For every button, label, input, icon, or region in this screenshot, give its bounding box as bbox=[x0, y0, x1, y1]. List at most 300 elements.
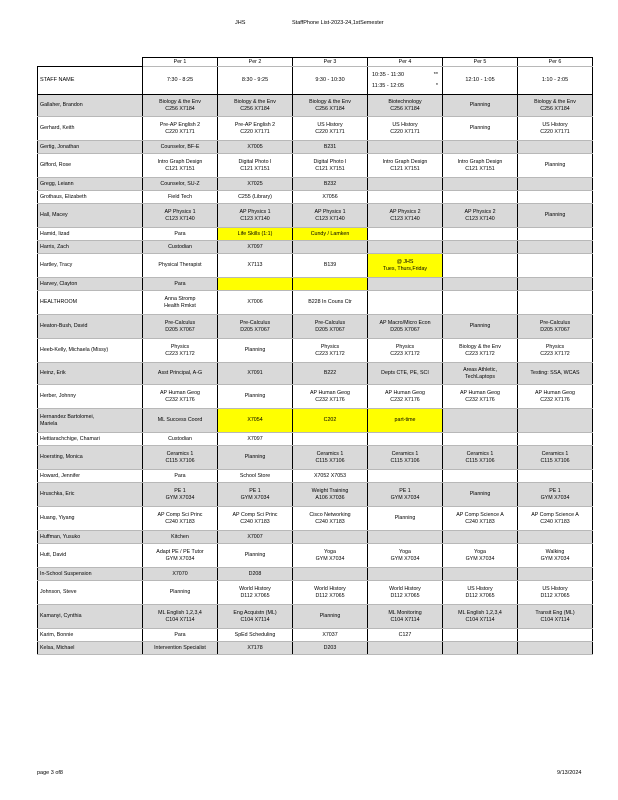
room-extension: C123 X7140 bbox=[390, 215, 420, 222]
schedule-cell bbox=[443, 433, 518, 446]
class-name: X7025 bbox=[247, 180, 263, 187]
class-name: ML Monitoring bbox=[388, 610, 422, 617]
schedule-cell bbox=[443, 385, 518, 409]
class-name: Physics bbox=[320, 344, 340, 351]
schedule-cell bbox=[218, 191, 293, 204]
class-name: World History bbox=[314, 586, 346, 593]
room-extension: GYM X7034 bbox=[390, 494, 420, 501]
class-name: X7113 bbox=[247, 262, 263, 269]
class-name: Biology & the Env bbox=[159, 99, 201, 106]
staff-name-text-line2: Mariela bbox=[40, 420, 58, 427]
staff-row bbox=[38, 141, 593, 154]
class-name: Counselor, BF-E bbox=[160, 143, 200, 150]
room-extension: C240 X7183 bbox=[240, 518, 270, 525]
schedule-cell bbox=[368, 154, 443, 178]
schedule-cell bbox=[518, 204, 593, 228]
schedule-cell bbox=[518, 483, 593, 507]
class-name: AP Human Geog bbox=[460, 390, 500, 397]
schedule-cell bbox=[368, 363, 443, 385]
class-name: Intro Graph Design bbox=[157, 159, 203, 166]
class-name: Yoga bbox=[474, 549, 486, 556]
schedule-cell bbox=[143, 544, 218, 568]
class-name: AP Physics 1 bbox=[164, 209, 196, 216]
class-name: Intro Graph Design bbox=[457, 159, 503, 166]
class-name: Ceramics 1 bbox=[541, 451, 569, 458]
staff-row bbox=[38, 204, 593, 228]
schedule-cell bbox=[518, 605, 593, 629]
class-name: AP Physics 2 bbox=[389, 209, 421, 216]
class-name: World History bbox=[239, 586, 271, 593]
room-extension: C232 X7176 bbox=[390, 396, 420, 403]
room-extension: GYM X7034 bbox=[465, 555, 495, 562]
schedule-cell bbox=[368, 204, 443, 228]
schedule-cell bbox=[443, 154, 518, 178]
schedule-cell bbox=[443, 629, 518, 642]
document-title: StaffPhone List-2023-24,1stSemester bbox=[292, 20, 384, 26]
schedule-cell bbox=[218, 446, 293, 470]
room-extension: C256 X7184 bbox=[315, 105, 345, 112]
schedule-cell bbox=[443, 363, 518, 385]
class-name: Intervention Specialist bbox=[154, 644, 206, 651]
class-name: US History bbox=[467, 586, 493, 593]
class-name: part-time bbox=[394, 417, 416, 424]
schedule-cell bbox=[143, 339, 218, 363]
schedule-cell bbox=[293, 178, 368, 191]
schedule-cell bbox=[293, 470, 368, 483]
schedule-cell bbox=[143, 605, 218, 629]
class-name: Planning bbox=[394, 515, 416, 522]
staff-name bbox=[38, 433, 143, 446]
class-name: Planning bbox=[244, 552, 266, 559]
class-name: X7091 bbox=[247, 370, 263, 377]
room-extension: D112 X7065 bbox=[240, 592, 270, 599]
schedule-cell bbox=[143, 446, 218, 470]
room-extension: C232 X7176 bbox=[165, 396, 195, 403]
class-name: Para bbox=[174, 631, 186, 638]
class-name: AP Human Geog bbox=[310, 390, 350, 397]
schedule-cell bbox=[293, 642, 368, 655]
staff-row bbox=[38, 433, 593, 446]
schedule-cell bbox=[518, 385, 593, 409]
schedule-cell bbox=[368, 315, 443, 339]
class-name: Pre-Calculus bbox=[239, 320, 271, 327]
class-name: AP Human Geog bbox=[535, 390, 575, 397]
staff-name-text: Gerhard, Keith bbox=[40, 125, 75, 132]
schedule-cell bbox=[143, 433, 218, 446]
class-name: Kitchen bbox=[171, 533, 189, 540]
schedule-cell bbox=[143, 363, 218, 385]
schedule-cell bbox=[218, 507, 293, 531]
room-extension: C115 X7106 bbox=[465, 457, 495, 464]
staff-name bbox=[38, 642, 143, 655]
period-label: Per 2 bbox=[218, 58, 293, 67]
schedule-cell bbox=[368, 228, 443, 241]
schedule-cell bbox=[293, 95, 368, 117]
staff-name bbox=[38, 278, 143, 291]
schedule-cell bbox=[518, 568, 593, 581]
schedule-cell bbox=[293, 385, 368, 409]
staff-name-header: STAFF NAME bbox=[38, 67, 143, 95]
schedule-cell bbox=[518, 433, 593, 446]
schedule-cell bbox=[443, 483, 518, 507]
class-name: SpEd Scheduling bbox=[234, 631, 276, 638]
period-time: 9:30 - 10:30 bbox=[293, 67, 368, 95]
schedule-cell bbox=[518, 241, 593, 254]
schedule-cell bbox=[143, 642, 218, 655]
staff-name bbox=[38, 178, 143, 191]
schedule-cell bbox=[293, 629, 368, 642]
room-extension: GYM X7034 bbox=[315, 555, 345, 562]
class-name: Pre-AP English 2 bbox=[234, 122, 276, 129]
room-extension: D112 X7065 bbox=[315, 592, 345, 599]
room-extension: C115 X7106 bbox=[540, 457, 570, 464]
class-name: Para bbox=[174, 230, 186, 237]
schedule-cell bbox=[518, 544, 593, 568]
staff-name bbox=[38, 544, 143, 568]
staff-name bbox=[38, 446, 143, 470]
schedule-cell bbox=[518, 470, 593, 483]
class-name: Ceramics 1 bbox=[466, 451, 494, 458]
class-name: PE 1 bbox=[174, 488, 186, 495]
room-extension: C104 X7114 bbox=[240, 616, 270, 623]
staff-name bbox=[38, 204, 143, 228]
staff-name-text: Hernandez Bartolomei, bbox=[40, 414, 95, 421]
staff-name-text: Hoersting, Monica bbox=[40, 454, 83, 461]
staff-row bbox=[38, 409, 593, 433]
staff-name bbox=[38, 629, 143, 642]
period-4-time-b: 11:35 - 12:05 bbox=[372, 82, 405, 89]
class-name: B231 bbox=[323, 143, 337, 150]
class-name: PE 1 bbox=[249, 488, 261, 495]
staff-row bbox=[38, 642, 593, 655]
room-extension: C256 X7184 bbox=[165, 105, 195, 112]
schedule-cell bbox=[293, 117, 368, 141]
staff-row bbox=[38, 544, 593, 568]
staff-name-text: Gregg, Leiann bbox=[40, 180, 74, 187]
room-extension: C220 X7171 bbox=[540, 128, 570, 135]
room-extension: C240 X7183 bbox=[540, 518, 570, 525]
class-name: Custodian bbox=[168, 435, 192, 442]
class-name: AP Physics 1 bbox=[314, 209, 346, 216]
class-name: Planning bbox=[544, 162, 566, 169]
class-name: Transit Eng (ML) bbox=[535, 610, 575, 617]
class-name: Biology & the Env bbox=[459, 344, 501, 351]
schedule-cell bbox=[443, 117, 518, 141]
class-name: Planning bbox=[469, 125, 491, 132]
staff-name-text: Heeb-Kelly, Michaela (Missy) bbox=[40, 347, 109, 354]
staff-row bbox=[38, 278, 593, 291]
class-name: US History bbox=[542, 122, 568, 129]
class-name: US History bbox=[542, 586, 568, 593]
schedule-cell bbox=[518, 642, 593, 655]
schedule-cell bbox=[443, 409, 518, 433]
class-name: Digital Photo I bbox=[313, 159, 347, 166]
staff-name bbox=[38, 568, 143, 581]
class-name: PE 1 bbox=[549, 488, 561, 495]
schedule-cell bbox=[368, 178, 443, 191]
staff-row bbox=[38, 191, 593, 204]
schedule-cell bbox=[368, 385, 443, 409]
schedule-cell bbox=[518, 531, 593, 544]
staff-name-text: Hartley, Tracy bbox=[40, 262, 73, 269]
schedule-cell bbox=[368, 433, 443, 446]
staff-row bbox=[38, 363, 593, 385]
schedule-cell bbox=[218, 385, 293, 409]
schedule-cell bbox=[218, 228, 293, 241]
class-name: AP Human Geog bbox=[385, 390, 425, 397]
class-name: ML Success Coord bbox=[157, 417, 203, 424]
schedule-cell bbox=[293, 568, 368, 581]
class-name: Field Tech bbox=[167, 193, 193, 200]
class-name: Custodian bbox=[168, 243, 192, 250]
class-name: Digital Photo I bbox=[238, 159, 272, 166]
schedule-cell bbox=[368, 95, 443, 117]
room-extension: C223 X7172 bbox=[315, 350, 345, 357]
staff-name bbox=[38, 363, 143, 385]
time-header-row bbox=[38, 67, 593, 95]
staff-row bbox=[38, 291, 593, 315]
class-name: Biotechnology bbox=[388, 99, 422, 106]
staff-name-text: Heinz, Erik bbox=[40, 370, 66, 377]
staff-name-text: HEALTHROOM bbox=[40, 299, 77, 306]
class-name: Adapt PE / PE Tutor bbox=[156, 549, 204, 556]
class-name: X7007 bbox=[247, 533, 263, 540]
schedule-cell bbox=[443, 568, 518, 581]
schedule-cell bbox=[293, 605, 368, 629]
schedule-cell bbox=[218, 315, 293, 339]
staff-row bbox=[38, 483, 593, 507]
class-name: C202 bbox=[323, 417, 337, 424]
staff-name bbox=[38, 95, 143, 117]
room-extension: C232 X7176 bbox=[465, 396, 495, 403]
staff-name-text: In-School Suspension bbox=[40, 570, 92, 577]
schedule-cell bbox=[293, 483, 368, 507]
class-name: X7005 bbox=[247, 143, 263, 150]
class-name: Physics bbox=[170, 344, 190, 351]
staff-row bbox=[38, 605, 593, 629]
class-name: Planning bbox=[469, 102, 491, 109]
schedule-cell bbox=[293, 507, 368, 531]
room-extension: D205 X7067 bbox=[540, 326, 570, 333]
class-name: AP Comp Science A bbox=[531, 512, 579, 519]
room-extension: D205 X7067 bbox=[240, 326, 270, 333]
period-time: 7:30 - 8:25 bbox=[143, 67, 218, 95]
staff-name bbox=[38, 154, 143, 178]
staff-row bbox=[38, 339, 593, 363]
class-name: Ceramics 1 bbox=[166, 451, 194, 458]
room-extension: C115 X7106 bbox=[315, 457, 345, 464]
schedule-cell bbox=[368, 117, 443, 141]
schedule-cell bbox=[518, 446, 593, 470]
period-label: Per 6 bbox=[518, 58, 593, 67]
staff-row bbox=[38, 241, 593, 254]
class-name: AP Physics 2 bbox=[464, 209, 496, 216]
staff-name-text: Hamid, Iizad bbox=[40, 230, 70, 237]
schedule-cell bbox=[518, 191, 593, 204]
schedule-cell bbox=[293, 409, 368, 433]
room-extension: C220 X7171 bbox=[240, 128, 270, 135]
class-name: AP Human Geog bbox=[160, 390, 200, 397]
room-extension: C240 X7183 bbox=[315, 518, 345, 525]
class-name: X7054 bbox=[247, 417, 263, 424]
staff-row bbox=[38, 629, 593, 642]
class-name: Yoga bbox=[324, 549, 336, 556]
schedule-cell bbox=[143, 470, 218, 483]
schedule-cell bbox=[443, 605, 518, 629]
schedule-cell bbox=[368, 409, 443, 433]
class-name: ML English 1,2,3,4 bbox=[158, 610, 202, 617]
schedule-cell bbox=[143, 241, 218, 254]
class-name: Biology & the Env bbox=[309, 99, 351, 106]
schedule-cell bbox=[293, 141, 368, 154]
class-name: Planning bbox=[469, 491, 491, 498]
schedule-cell bbox=[518, 178, 593, 191]
schedule-cell bbox=[293, 581, 368, 605]
class-name: B232 bbox=[323, 180, 337, 187]
class-name: Testing: SSA, WCAS bbox=[530, 370, 580, 377]
room-extension: C123 X7140 bbox=[240, 215, 270, 222]
schedule-cell bbox=[443, 141, 518, 154]
schedule-cell bbox=[143, 531, 218, 544]
room-extension: C104 X7114 bbox=[465, 616, 495, 623]
schedule-cell bbox=[293, 433, 368, 446]
room-extension: Health Rmkst bbox=[164, 302, 196, 309]
room-extension: C256 X7184 bbox=[390, 105, 420, 112]
room-extension: C240 X7183 bbox=[465, 518, 495, 525]
schedule-cell bbox=[368, 544, 443, 568]
schedule-cell bbox=[443, 531, 518, 544]
staff-name-text: Johnson, Steve bbox=[40, 589, 77, 596]
class-name: Biology & the Env bbox=[234, 99, 276, 106]
period-time: 12:10 - 1:05 bbox=[443, 67, 518, 95]
page-number: page 3 of8 bbox=[37, 770, 63, 776]
room-extension: C123 X7140 bbox=[315, 215, 345, 222]
schedule-cell bbox=[518, 95, 593, 117]
schedule-cell bbox=[218, 178, 293, 191]
room-extension: C121 X7151 bbox=[165, 165, 195, 172]
schedule-cell bbox=[218, 278, 293, 291]
staff-name bbox=[38, 531, 143, 544]
staff-row bbox=[38, 581, 593, 605]
room-extension: C240 X7183 bbox=[165, 518, 195, 525]
schedule-cell bbox=[218, 117, 293, 141]
schedule-cell bbox=[143, 483, 218, 507]
class-name: World History bbox=[389, 586, 421, 593]
staff-name bbox=[38, 409, 143, 433]
schedule-cell bbox=[368, 531, 443, 544]
class-name: X7070 bbox=[172, 570, 188, 577]
staff-name-text: Hruschka, Eric bbox=[40, 491, 75, 498]
staff-name bbox=[38, 507, 143, 531]
class-name: Pre-AP English 2 bbox=[159, 122, 201, 129]
room-extension: C121 X7151 bbox=[315, 165, 345, 172]
schedule-cell bbox=[293, 228, 368, 241]
schedule-cell bbox=[293, 291, 368, 315]
room-extension: GYM X7034 bbox=[390, 555, 420, 562]
schedule-cell bbox=[443, 278, 518, 291]
room-extension: C220 X7171 bbox=[390, 128, 420, 135]
staff-schedule-table bbox=[37, 57, 593, 655]
schedule-cell bbox=[518, 254, 593, 278]
schedule-cell bbox=[218, 339, 293, 363]
room-extension: GYM X7034 bbox=[165, 494, 195, 501]
schedule-cell bbox=[443, 95, 518, 117]
class-name: Eng Acquistn (ML) bbox=[233, 610, 277, 617]
class-name: X7037 bbox=[322, 631, 338, 638]
schedule-cell bbox=[518, 363, 593, 385]
room-extension: C123 X7140 bbox=[465, 215, 495, 222]
class-name: Physics bbox=[395, 344, 415, 351]
schedule-cell bbox=[518, 339, 593, 363]
class-name: X7097 bbox=[247, 435, 263, 442]
class-name: Para bbox=[174, 472, 186, 479]
class-name: US History bbox=[392, 122, 418, 129]
room-extension: C223 X7172 bbox=[165, 350, 195, 357]
schedule-cell bbox=[443, 291, 518, 315]
staff-name bbox=[38, 483, 143, 507]
staff-name bbox=[38, 228, 143, 241]
schedule-cell bbox=[143, 409, 218, 433]
schedule-cell bbox=[143, 254, 218, 278]
schedule-cell bbox=[143, 117, 218, 141]
room-extension: GYM X7034 bbox=[165, 555, 195, 562]
class-name: Walking bbox=[545, 549, 565, 556]
staff-name-text: Grothaus, Elizabeth bbox=[40, 193, 87, 200]
schedule-cell bbox=[143, 95, 218, 117]
staff-name bbox=[38, 385, 143, 409]
class-name: X7097 bbox=[247, 243, 263, 250]
room-extension: D205 X7067 bbox=[315, 326, 345, 333]
staff-name-text: Harvey, Clayton bbox=[40, 280, 78, 287]
period-header-row bbox=[38, 58, 593, 67]
schedule-cell bbox=[218, 204, 293, 228]
period-4-mark-b: * bbox=[435, 82, 438, 89]
schedule-cell bbox=[293, 339, 368, 363]
schedule-cell bbox=[368, 241, 443, 254]
class-name: Cundy / Lamken bbox=[310, 230, 350, 237]
class-name: AP Comp Sci Princ bbox=[157, 512, 203, 519]
schedule-cell bbox=[443, 178, 518, 191]
staff-name bbox=[38, 254, 143, 278]
staff-name-text: Hettiarachchige, Chamari bbox=[40, 435, 100, 442]
period-label: Per 4 bbox=[368, 58, 443, 67]
schedule-cell bbox=[518, 291, 593, 315]
staff-name-text: Hutt, David bbox=[40, 552, 67, 559]
schedule-cell bbox=[143, 568, 218, 581]
room-extension: C121 X7151 bbox=[390, 165, 420, 172]
schedule-cell bbox=[518, 629, 593, 642]
schedule-cell bbox=[443, 446, 518, 470]
schedule-cell bbox=[218, 581, 293, 605]
schedule-cell bbox=[293, 315, 368, 339]
schedule-cell bbox=[293, 363, 368, 385]
schedule-cell bbox=[218, 470, 293, 483]
class-name: Planning bbox=[244, 454, 266, 461]
schedule-cell bbox=[293, 531, 368, 544]
room-extension: C223 X7172 bbox=[540, 350, 570, 357]
class-name: Planning bbox=[244, 393, 266, 400]
class-name: Planning bbox=[244, 347, 266, 354]
schedule-cell bbox=[218, 363, 293, 385]
schedule-cell bbox=[518, 581, 593, 605]
staff-name bbox=[38, 141, 143, 154]
schedule-cell bbox=[218, 642, 293, 655]
staff-row bbox=[38, 531, 593, 544]
class-name: AP Physics 1 bbox=[239, 209, 271, 216]
period-4-time-a: 10:35 - 11:30 bbox=[372, 72, 405, 79]
schedule-cell bbox=[218, 544, 293, 568]
schedule-cell bbox=[443, 228, 518, 241]
